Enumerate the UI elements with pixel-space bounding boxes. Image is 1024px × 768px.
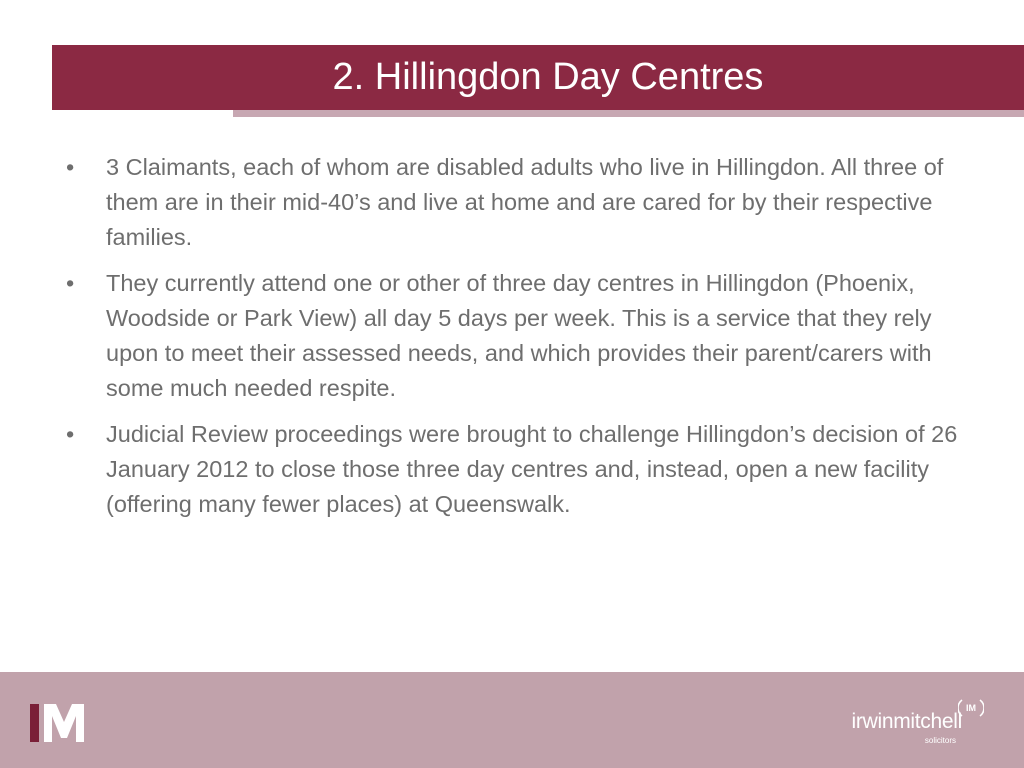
footer xyxy=(0,672,1024,768)
bullet-text: Judicial Review proceedings were brought to challenge Hillingdon’s decision of 26 January 2012 to close those three day centres and, instead, open a new facility (offering many fewer places) at Queenswalk. xyxy=(106,421,958,517)
im-logo-icon xyxy=(30,704,94,742)
bullet-marker: • xyxy=(66,270,75,296)
title-bar xyxy=(52,45,1024,110)
slide-title: 2. Hillingdon Day Centres xyxy=(332,56,764,98)
bullet-text: 3 Claimants, each of whom are disabled adults who live in Hillingdon. All three of them are in their mid-40’s and live at home and are cared for by their respective families. xyxy=(106,154,944,250)
bullet-item xyxy=(60,417,990,522)
bullet-list xyxy=(60,150,990,533)
bullet-marker: • xyxy=(66,421,75,447)
title-underline xyxy=(233,110,1024,117)
bullet-item xyxy=(60,266,990,406)
bullet-text: They currently attend one or other of three day centres in Hillingdon (Phoenix, Woodside or Park View) all day 5 days per week. This is a service that they rely upon to meet their assessed needs, and which provides their parent/carers with some much needed respite. xyxy=(106,270,932,401)
irwinmitchell-logo xyxy=(784,696,984,746)
im-badge-icon xyxy=(958,696,984,720)
bullet-item xyxy=(60,150,990,255)
brand-name: irwinmitchell xyxy=(851,710,962,733)
brand-sub: solicitors xyxy=(924,736,956,745)
bullet-marker: • xyxy=(66,154,75,180)
svg-text:IM: IM xyxy=(966,703,976,713)
